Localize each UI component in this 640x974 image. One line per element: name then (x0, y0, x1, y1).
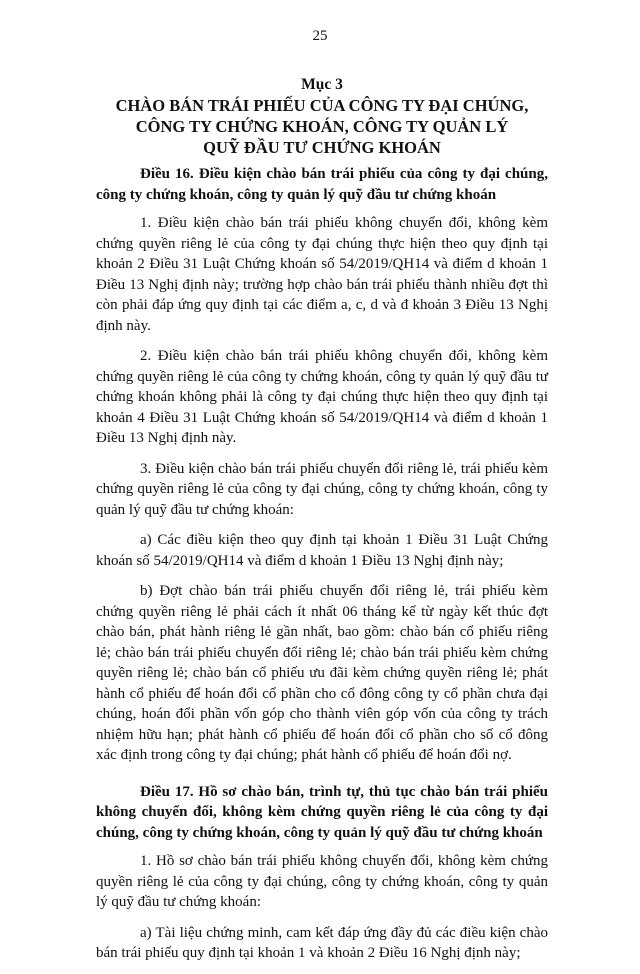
article-16-clause-3b: b) Đợt chào bán trái phiếu chuyển đổi riêng lẻ, trái phiếu kèm chứng quyền riêng lẻ phải cách ít nhất 06 tháng kể từ ngày kết thúc đợt chào bán, phát hành riêng lẻ gần nhất, bao gồm: chào bán cổ phiếu riêng lẻ; chào bán trái phiếu chuyển đổi riêng lẻ; chào bán trái phiếu kèm chứng quyền riêng lẻ; chào bán cổ phiếu ưu đãi kèm chứng quyền riêng lẻ; phát hành cổ phiếu để hoán đổi cổ phần cho cổ đông công ty cổ phần chưa đại chúng, hoán đổi phần vốn góp cho thành viên góp vốn của công ty trách nhiệm hữu hạn; phát hành cổ phiếu để hoán đổi cổ phần cho số cổ đông xác định trong công ty đại chúng; phát hành cổ phiếu để hoán đổi nợ. (96, 583, 548, 763)
page-number: 25 (312, 28, 328, 44)
article-16-clause-3a: a) Các điều kiện theo quy định tại khoản 1 Điều 31 Luật Chứng khoán số 54/2019/QH14 và điểm d khoản 1 Điều 13 Nghị định này; (96, 532, 548, 569)
section-label: Mục 3 (301, 76, 343, 93)
section-title-line-1: CHÀO BÁN TRÁI PHIẾU CỦA CÔNG TY ĐẠI CHÚNG, (115, 96, 529, 115)
article-17-heading: Điều 17. Hồ sơ chào bán, trình tự, thủ tục chào bán trái phiếu không chuyển đổi, không kèm chứng quyền riêng lẻ của công ty đại chúng, công ty chứng khoán, công ty quản lý quỹ đầu tư chứng khoán (96, 783, 548, 841)
document-body (96, 164, 548, 974)
section-title-line-2: CÔNG TY CHỨNG KHOÁN, CÔNG TY QUẢN LÝ (135, 117, 509, 136)
article-17-clause-1a: a) Tài liệu chứng minh, cam kết đáp ứng đầy đủ các điều kiện chào bán trái phiếu quy định tại khoản 1 và khoản 2 Điều 16 Nghị định này; (96, 924, 548, 961)
section-heading (96, 74, 548, 158)
article-17-clause-1: 1. Hồ sơ chào bán trái phiếu không chuyển đổi, không kèm chứng quyền riêng lẻ của công ty đại chúng, công ty chứng khoán, công ty quản lý quỹ đầu tư chứng khoán: (96, 853, 548, 910)
article-16-heading: Điều 16. Điều kiện chào bán trái phiếu của công ty đại chúng, công ty chứng khoán, công ty quản lý quỹ đầu tư chứng khoán (96, 166, 548, 203)
article-16-clause-3: 3. Điều kiện chào bán trái phiếu chuyển đổi riêng lẻ, trái phiếu kèm chứng quyền riêng lẻ của công ty đại chúng, công ty chứng khoán, công ty quản lý quỹ đầu tư chứng khoán: (96, 460, 548, 518)
section-title-line-3: QUỸ ĐẦU TƯ CHỨNG KHOÁN (203, 138, 441, 157)
article-16-clause-2: 2. Điều kiện chào bán trái phiếu không chuyển đổi, không kèm chứng quyền riêng lẻ của công ty chứng khoán, công ty quản lý quỹ đầu tư chứng khoán không phải là công ty đại chúng thực hiện theo quy định tại khoản 4 Điều 31 Luật Chứng khoán số 54/2019/QH14 và điểm d khoản 1 Điều 13 Nghị định này. (96, 348, 548, 446)
article-16-clause-1: 1. Điều kiện chào bán trái phiếu không chuyển đổi, không kèm chứng quyền riêng lẻ của công ty đại chúng thực hiện theo quy định tại khoản 2 Điều 31 Luật Chứng khoán số 54/2019/QH14 và điểm d khoản 1 Điều 13 Nghị định này; trường hợp chào bán trái phiếu thành nhiều đợt thì còn phải đáp ứng quy định tại các điểm a, c, d và đ khoản 3 Điều 13 Nghị định này. (96, 215, 548, 334)
